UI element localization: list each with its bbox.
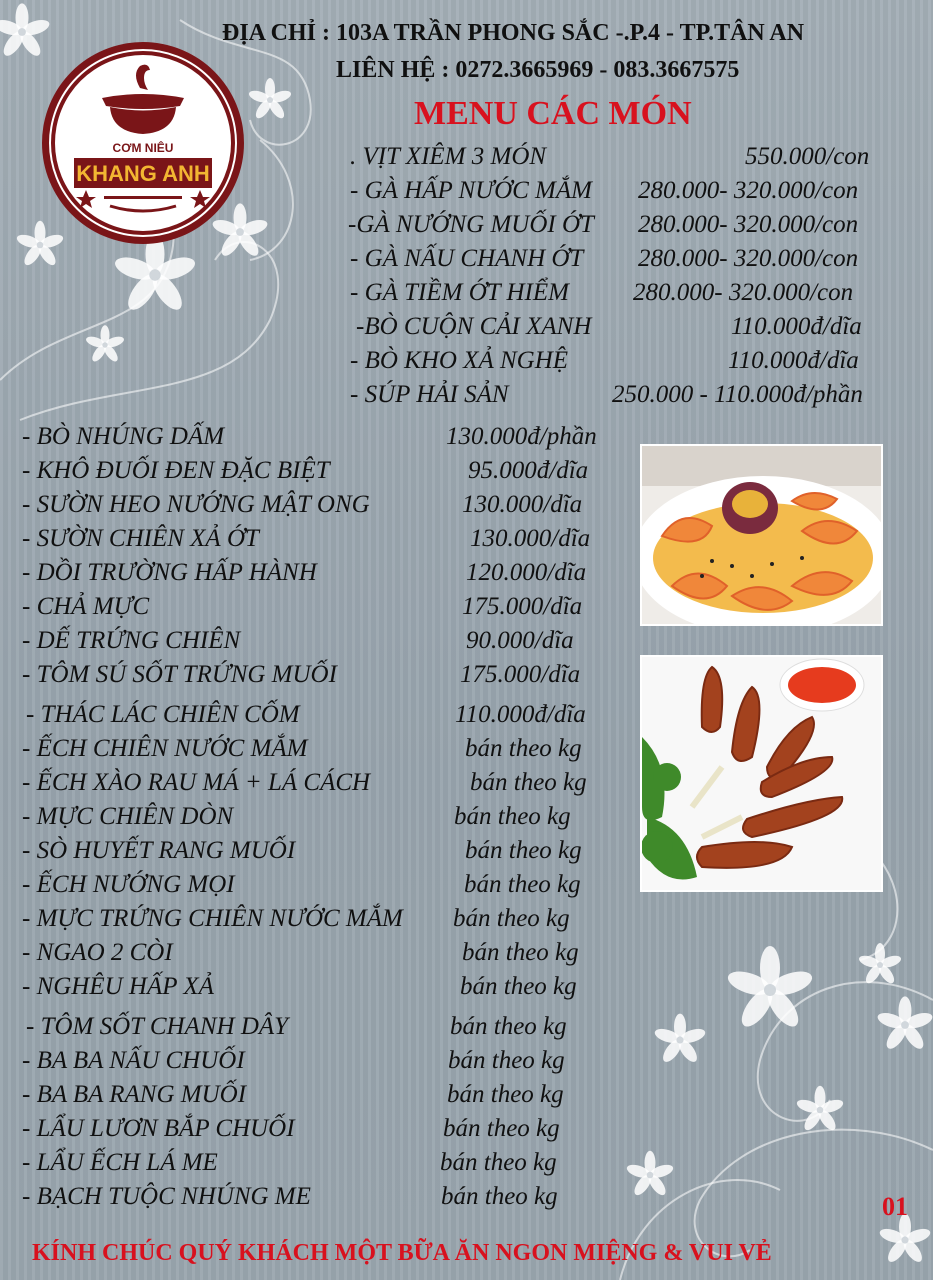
menu-item-price: 95.000đ/dĩa — [468, 457, 589, 484]
menu-item-name: - BÒ KHO XẢ NGHỆ — [350, 347, 569, 374]
menu-item-name: - LẨU ẾCH LÁ ME — [22, 1149, 218, 1176]
menu-item-name: - SƯỜN CHIÊN XẢ ỚT — [22, 525, 259, 552]
menu-item-price: 250.000 - 110.000đ/phần — [612, 381, 863, 408]
menu-item-price: 175.000/dĩa — [462, 593, 583, 620]
page-number: 01 — [882, 1192, 908, 1221]
menu-item-price: 110.000đ/dĩa — [728, 347, 859, 374]
logo-name: KHANG ANH — [76, 161, 210, 186]
footer-greeting: KÍNH CHÚC QUÝ KHÁCH MỘT BỮA ĂN NGON MIỆNG & VUI VẺ — [32, 1240, 772, 1266]
menu-item-price: bán theo kg — [447, 1081, 564, 1108]
menu-item-price: bán theo kg — [454, 803, 571, 830]
menu-item-price: bán theo kg — [450, 1013, 567, 1040]
menu-item-name: - BA BA NẤU CHUỐI — [22, 1047, 245, 1074]
menu-item-price: 90.000/dĩa — [466, 627, 574, 654]
menu-item-price: 280.000- 320.000/con — [633, 279, 854, 306]
menu-item-price: bán theo kg — [443, 1115, 560, 1142]
menu-item-name: - THÁC LÁC CHIÊN CỐM — [26, 701, 300, 728]
menu-item-price: bán theo kg — [453, 905, 570, 932]
menu-item-name: - DỒI TRƯỜNG HẤP HÀNH — [22, 559, 317, 586]
menu-item-price: bán theo kg — [465, 735, 582, 762]
menu-item-price: 120.000/dĩa — [466, 559, 587, 586]
menu-item-price: 550.000/con — [745, 143, 870, 170]
menu-item-price: bán theo kg — [464, 871, 581, 898]
menu-item-name: -GÀ NƯỚNG MUỐI ỚT — [348, 211, 594, 238]
menu-item-price: 130.000/dĩa — [470, 525, 591, 552]
menu-item-name: - NGAO 2 CÒI — [22, 939, 173, 966]
menu-item-price: 280.000- 320.000/con — [638, 211, 859, 238]
menu-item-price: bán theo kg — [470, 769, 587, 796]
menu-item-name: . VỊT XIÊM 3 MÓN — [350, 143, 547, 170]
food-photo-squid — [640, 655, 883, 892]
menu-item-name: - SÚP HẢI SẢN — [350, 381, 509, 408]
contact-line: LIÊN HỆ : 0272.3665969 - 083.3667575 — [336, 57, 740, 83]
menu-item-price: bán theo kg — [462, 939, 579, 966]
menu-item-name: - SÒ HUYẾT RANG MUỐI — [22, 837, 296, 864]
menu-item-price: 280.000- 320.000/con — [638, 245, 859, 272]
menu-item-price: bán theo kg — [465, 837, 582, 864]
menu-item-price: bán theo kg — [460, 973, 577, 1000]
menu-item-price: 130.000đ/phần — [446, 423, 597, 450]
menu-item-name: - GÀ TIỀM ỚT HIỂM — [350, 279, 569, 306]
address-line: ĐỊA CHỈ : 103A TRẦN PHONG SẮC -.P.4 - TP.TÂN AN — [222, 20, 805, 46]
menu-item-name: - BÒ NHÚNG DẤM — [22, 423, 225, 450]
menu-item-name: - CHẢ MỰC — [22, 593, 150, 620]
menu-item-price: 110.000đ/dĩa — [455, 701, 586, 728]
menu-item-price: bán theo kg — [441, 1183, 558, 1210]
menu-item-name: - LẨU LƯƠN BẮP CHUỐI — [22, 1115, 295, 1142]
menu-item-name: -BÒ CUỘN CẢI XANH — [356, 313, 592, 340]
menu-item-name: - SƯỜN HEO NƯỚNG MẬT ONG — [22, 491, 370, 518]
restaurant-logo — [40, 40, 246, 246]
menu-item-name: - TÔM SÚ SỐT TRỨNG MUỐI — [22, 661, 337, 688]
menu-item-price: 280.000- 320.000/con — [638, 177, 859, 204]
menu-item-name: - GÀ HẤP NƯỚC MẮM — [350, 177, 592, 204]
food-photo-shrimp — [640, 444, 883, 626]
menu-item-price: 175.000/dĩa — [460, 661, 581, 688]
menu-item-name: - DẾ TRỨNG CHIÊN — [22, 627, 241, 654]
menu-item-name: - TÔM SỐT CHANH DÂY — [26, 1013, 289, 1040]
menu-item-name: - MỰC TRỨNG CHIÊN NƯỚC MẮM — [22, 905, 403, 932]
menu-item-name: - ẾCH CHIÊN NƯỚC MẮM — [22, 735, 308, 762]
menu-item-name: - KHÔ ĐUỐI ĐEN ĐẶC BIỆT — [22, 457, 330, 484]
logo-top-text: CƠM NIÊU — [112, 141, 174, 155]
menu-title: MENU CÁC MÓN — [414, 95, 692, 132]
menu-item-price: 110.000đ/dĩa — [731, 313, 862, 340]
menu-item-name: - ẾCH NƯỚNG MỌI — [22, 871, 235, 898]
menu-item-name: - NGHÊU HẤP XẢ — [22, 973, 214, 1000]
menu-item-price: bán theo kg — [448, 1047, 565, 1074]
menu-item-price: bán theo kg — [440, 1149, 557, 1176]
menu-item-name: - GÀ NẤU CHANH ỚT — [350, 245, 584, 272]
menu-item-name: - MỰC CHIÊN DÒN — [22, 803, 234, 830]
menu-item-price: 130.000/dĩa — [462, 491, 583, 518]
menu-item-name: - BA BA RANG MUỐI — [22, 1081, 247, 1108]
menu-item-name: - BẠCH TUỘC NHÚNG ME — [22, 1183, 311, 1210]
menu-item-name: - ẾCH XÀO RAU MÁ + LÁ CÁCH — [22, 769, 371, 796]
